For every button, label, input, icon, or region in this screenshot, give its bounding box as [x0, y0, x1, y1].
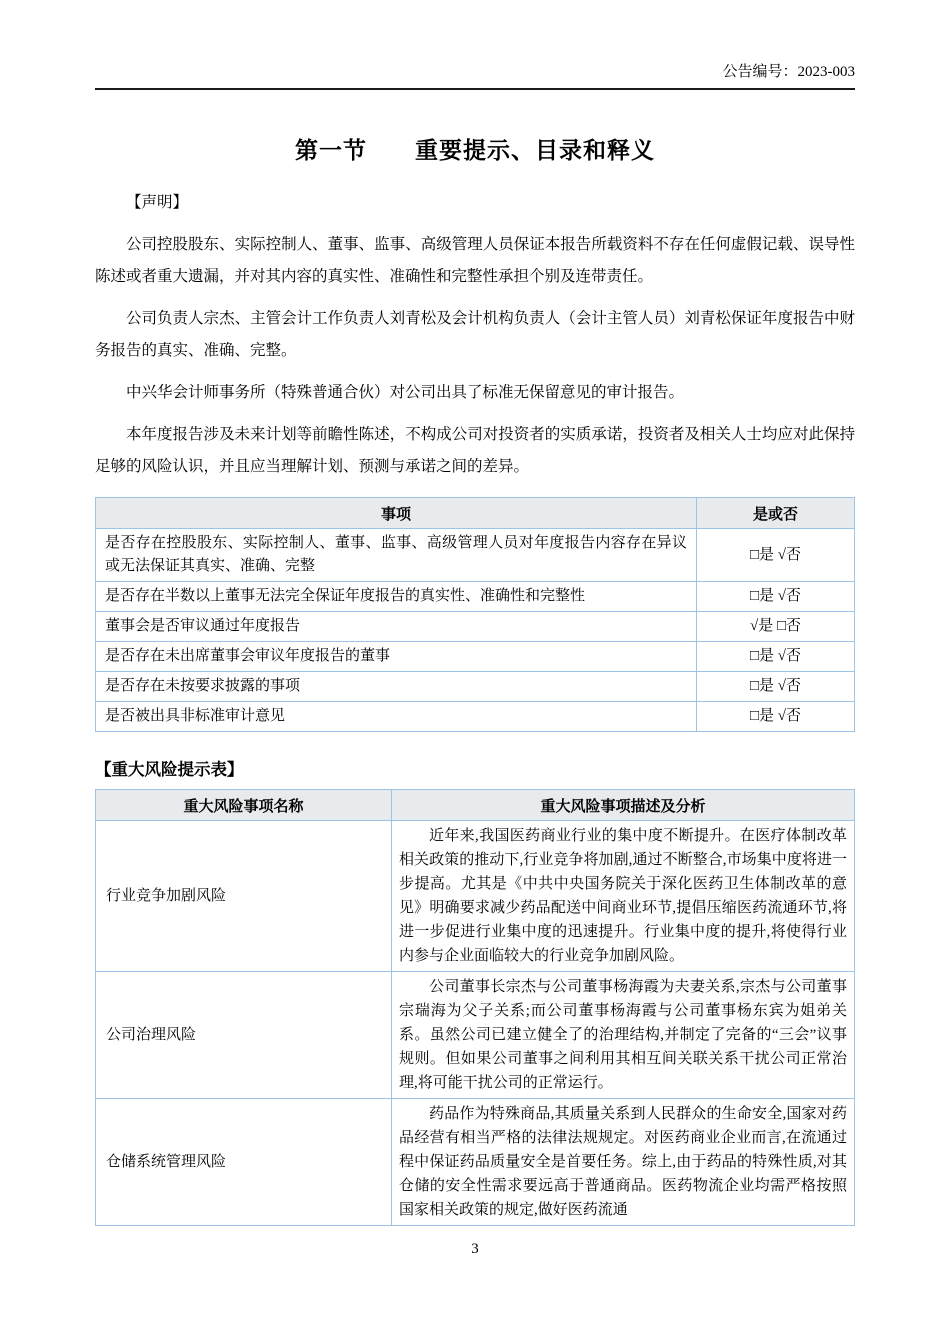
answer-checkboxes: □是 √否 [697, 582, 855, 612]
column-header-risk-description: 重大风险事项描述及分析 [392, 790, 855, 821]
page-number: 3 [471, 1241, 479, 1257]
answer-checkboxes: □是 √否 [697, 672, 855, 702]
table-header-row [96, 790, 855, 821]
answer-checkboxes: □是 √否 [697, 529, 855, 582]
table-row [96, 821, 855, 972]
risk-name: 行业竞争加剧风险 [96, 821, 392, 972]
answer-checkboxes: √是 □否 [697, 612, 855, 642]
risk-description-text: 药品作为特殊商品,其质量关系到人民群众的生命安全,国家对药品经营有相当严格的法律法规规定。对医药商业企业而言,在流通过程中保证药品质量安全是首要任务。综上,由于药品的特殊性质,对其仓储的安全性需求要远高于普通商品。医药物流企业均需严格按照国家相关政策的规定,做好医药流通 [399, 1106, 847, 1218]
item-text: 董事会是否审议通过年度报告 [96, 612, 697, 642]
document-header [95, 0, 855, 90]
page-content [95, 0, 855, 1259]
item-text: 是否存在半数以上董事无法完全保证年度报告的真实性、准确性和完整性 [96, 582, 697, 612]
column-header-item: 事项 [96, 498, 697, 529]
section-title: 第一节 重要提示、目录和释义 [295, 137, 655, 163]
item-text: 是否存在未按要求披露的事项 [96, 672, 697, 702]
answer-checkboxes: □是 √否 [697, 642, 855, 672]
declaration-section [95, 187, 855, 483]
risk-name: 公司治理风险 [96, 972, 392, 1099]
declaration-paragraph: 中兴华会计师事务所（特殊普通合伙）对公司出具了标准无保留意见的审计报告。 [126, 384, 685, 401]
table-row [96, 612, 855, 642]
declaration-paragraph: 公司负责人宗杰、主管会计工作负责人刘青松及会计机构负责人（会计主管人员）刘青松保证年度报告中财务报告的真实、准确、完整。 [95, 310, 855, 359]
risk-description [392, 1099, 855, 1226]
risk-section-heading: 【重大风险提示表】 [95, 760, 244, 779]
table-row [96, 702, 855, 732]
table-row [96, 582, 855, 612]
table-row [96, 642, 855, 672]
declaration-paragraph: 本年度报告涉及未来计划等前瞻性陈述，不构成公司对投资者的实质承诺，投资者及相关人士均应对此保持足够的风险认识，并且应当理解计划、预测与承诺之间的差异。 [95, 426, 855, 475]
item-text: 是否被出具非标准审计意见 [96, 702, 697, 732]
table-row [96, 529, 855, 582]
column-header-risk-name: 重大风险事项名称 [96, 790, 392, 821]
item-text: 是否存在未出席董事会审议年度报告的董事 [96, 642, 697, 672]
risk-table [95, 789, 855, 1226]
item-text: 是否存在控股股东、实际控制人、董事、监事、高级管理人员对年度报告内容存在异议或无法保证其真实、准确、完整 [96, 529, 697, 582]
risk-description [392, 821, 855, 972]
declaration-heading: 【声明】 [126, 194, 189, 211]
risk-name: 仓储系统管理风险 [96, 1099, 392, 1226]
table-header-row [96, 498, 855, 529]
compliance-table [95, 497, 855, 732]
page-footer [95, 1239, 855, 1259]
announcement-number: 公告编号：2023-003 [722, 64, 855, 80]
risk-description [392, 972, 855, 1099]
column-header-answer: 是或否 [697, 498, 855, 529]
answer-checkboxes: □是 √否 [697, 702, 855, 732]
risk-description-text: 近年来,我国医药商业行业的集中度不断提升。在医疗体制改革相关政策的推动下,行业竞争将加剧,通过不断整合,市场集中度将进一步提高。尤其是《中共中央国务院关于深化医药卫生体制改革的意见》明确要求减少药品配送中间商业环节,提倡压缩医药流通环节,将进一步促进行业集中度的迅速提升。行业集中度的提升,将使得行业内参与企业面临较大的行业竞争加剧风险。 [399, 828, 847, 964]
declaration-paragraph: 公司控股股东、实际控制人、董事、监事、高级管理人员保证本报告所载资料不存在任何虚假记载、误导性陈述或者重大遗漏，并对其内容的真实性、准确性和完整性承担个别及连带责任。 [95, 236, 855, 285]
table-row [96, 672, 855, 702]
table-row [96, 1099, 855, 1226]
table-row [96, 972, 855, 1099]
risk-description-text: 公司董事长宗杰与公司董事杨海霞为夫妻关系,宗杰与公司董事宗瑞海为父子关系;而公司董事杨海霞与公司董事杨东宾为姐弟关系。虽然公司已建立健全了的治理结构,并制定了完备的“三会”议事规则。但如果公司董事之间利用其相互间关联关系干扰公司正常治理,将可能干扰公司的正常运行。 [399, 979, 847, 1091]
